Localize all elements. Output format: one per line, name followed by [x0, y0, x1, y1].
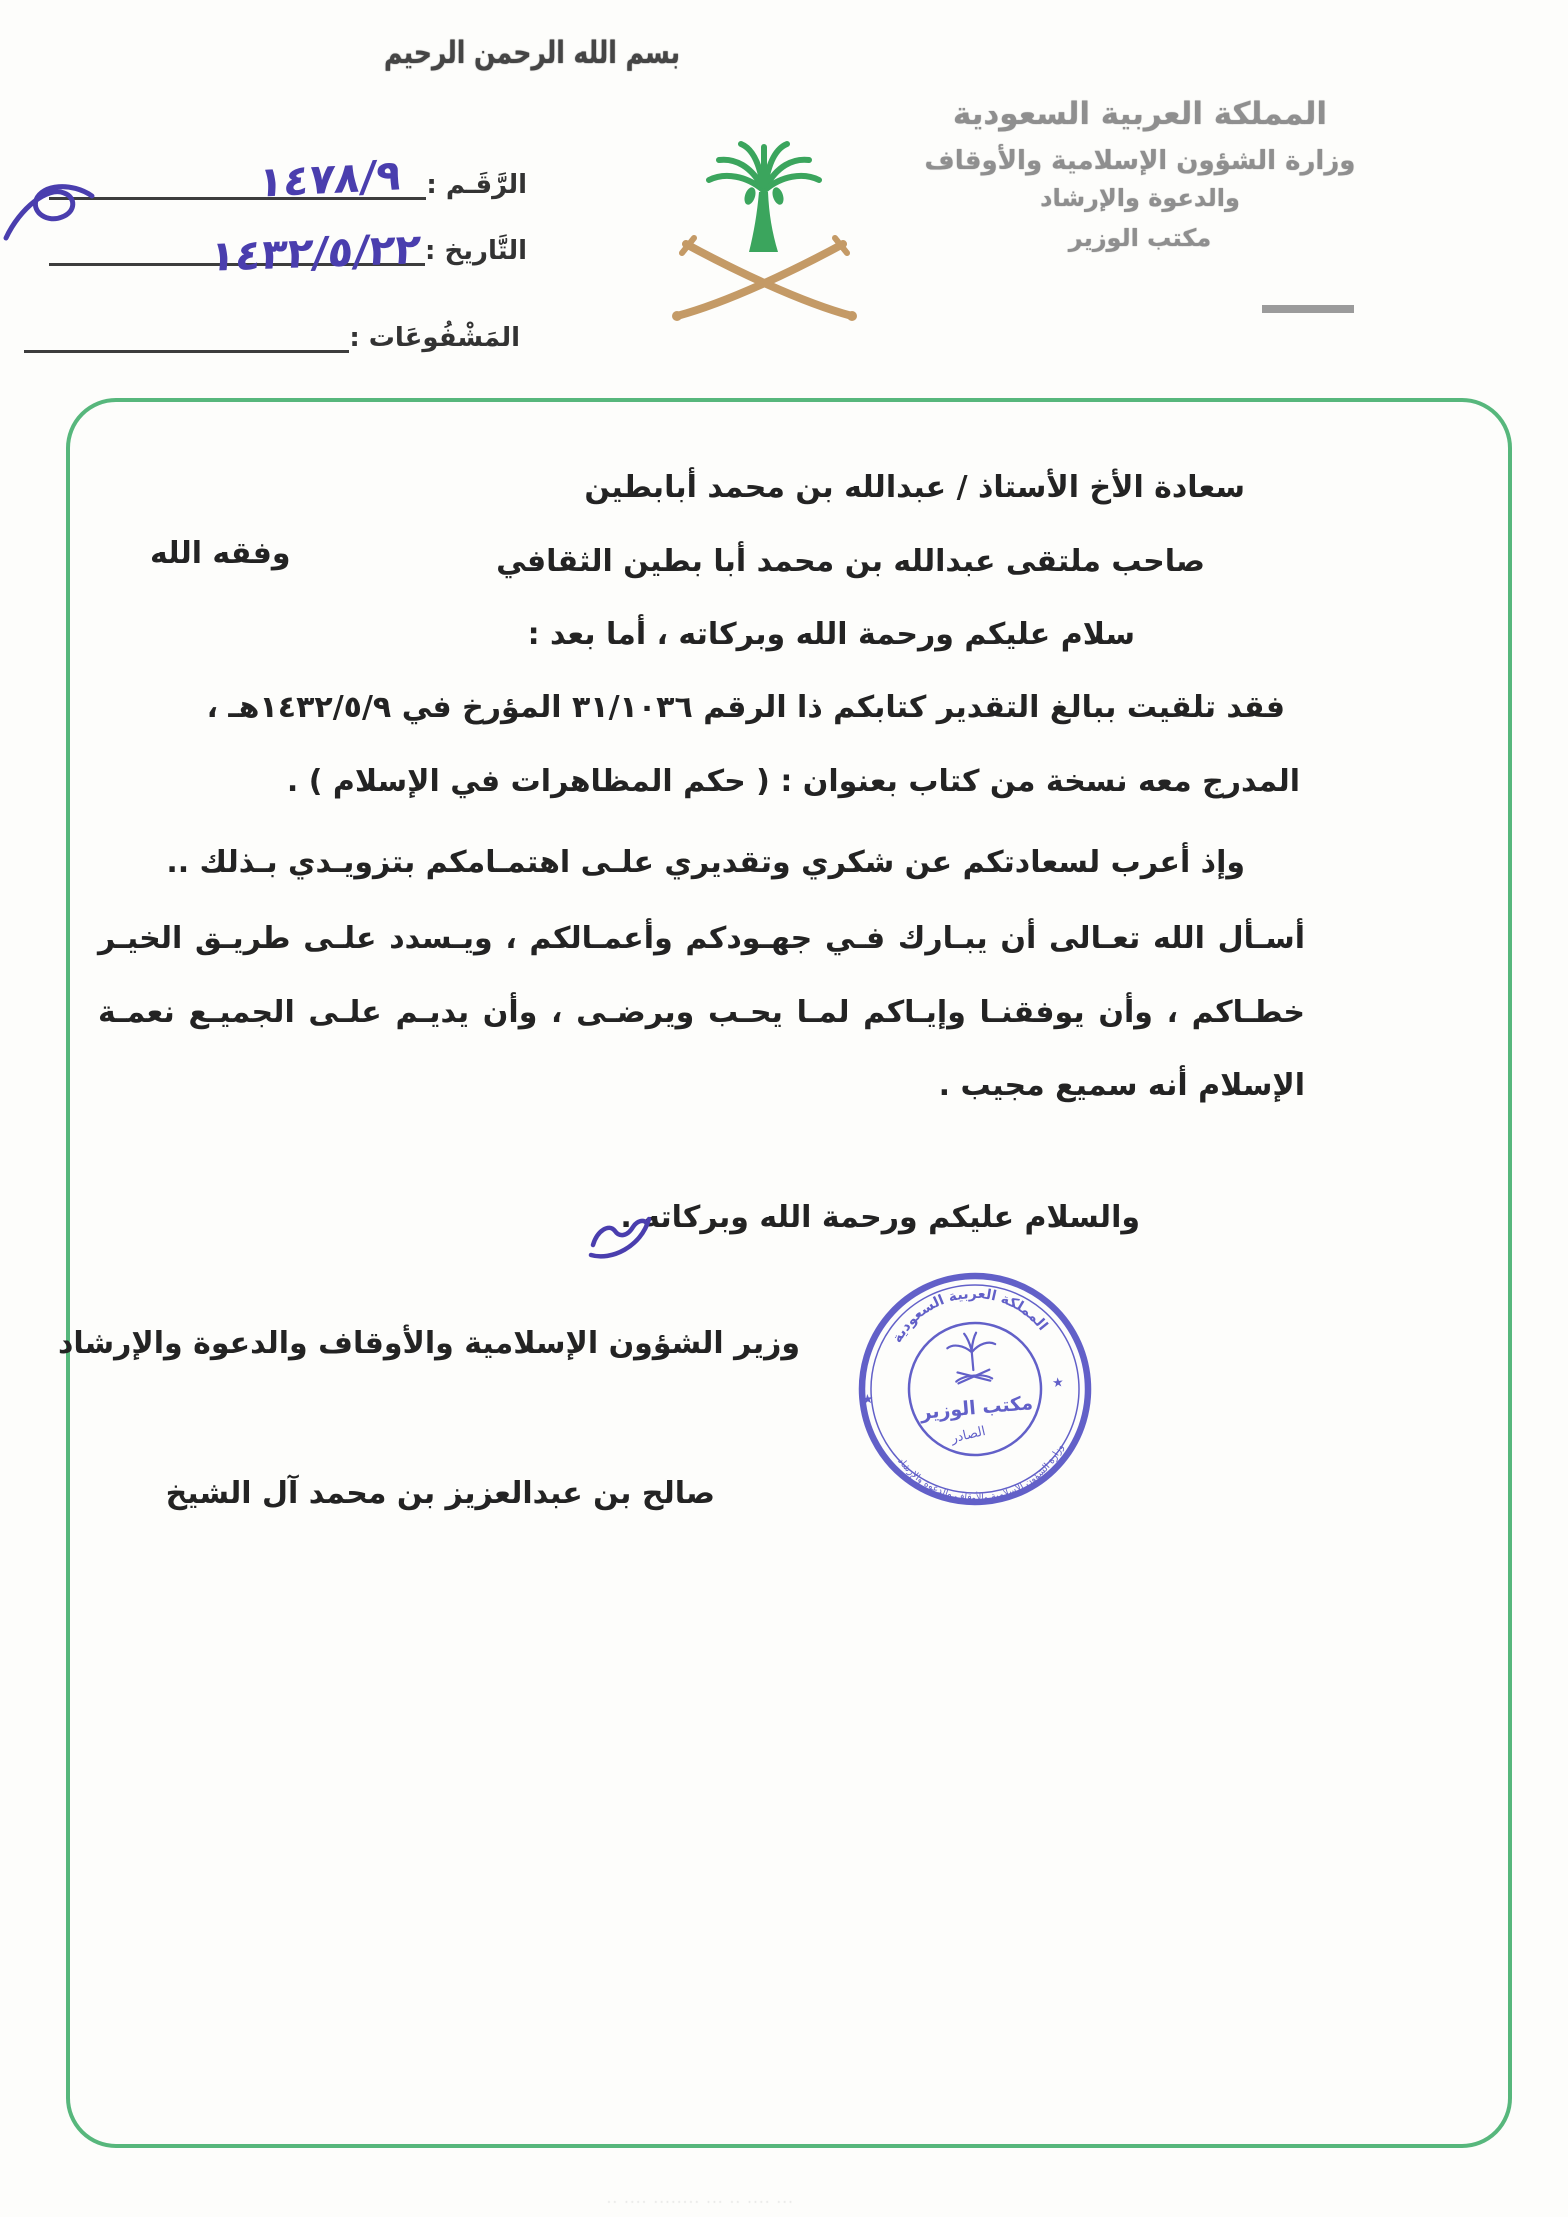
- attachments-line: [24, 313, 349, 353]
- field-row-number: [45, 150, 527, 207]
- field-row-attachments: [20, 313, 520, 353]
- letterhead-office: مكتب الوزير: [1068, 224, 1212, 252]
- stamp-ring-text-top: المملكة العربية السعودية: [889, 1286, 1051, 1346]
- body-para2-line4: الإسلام أنه سميع مجيب .: [938, 1068, 1305, 1103]
- letterhead-ministry-line2: والدعوة والإرشاد: [1040, 184, 1240, 212]
- signature-title: وزير الشؤون الإسلامية والأوقاف والدعوة والإرشاد: [57, 1326, 800, 1361]
- stamp-office-text: مكتب الوزير: [919, 1392, 1034, 1424]
- stamp-issued-text: الصادر: [949, 1424, 988, 1447]
- stamp-star-right: ★: [1051, 1375, 1065, 1392]
- addressee-line-2: صاحب ملتقى عبدالله بن محمد أبا بطين الثقافي: [496, 544, 1205, 579]
- letterhead-country: المملكة العربية السعودية: [952, 96, 1328, 132]
- letterhead-ministry-line1: وزارة الشؤون الإسلامية والأوقاف: [924, 146, 1356, 176]
- bismillah-calligraphy: بسم الله الرحمن الرحيم: [384, 34, 680, 71]
- date-line: [49, 224, 425, 281]
- letterhead-underline: [1262, 305, 1354, 313]
- letter-border: [57, 398, 1512, 2148]
- signature-name: صالح بن عبدالعزيز بن محمد آل الشيخ: [165, 1476, 715, 1511]
- field-row-date: [45, 224, 527, 281]
- date-handwritten-value: ١٤٣٢/٥/٢٢: [207, 224, 423, 281]
- body-para2-line2: أسـأل الله تعـالى أن يبـارك فـي جهـودكم وأعمـالكم ، ويـسدد علـى طريـق الخيـر: [98, 921, 1305, 956]
- body-para1-line2: المدرج معه نسخة من كتاب بعنوان : ( حكم المظاهرات في الإسلام ) .: [286, 764, 1300, 799]
- stamp-star-left: ★: [861, 1391, 875, 1408]
- official-stamp: [852, 1266, 1098, 1512]
- body-para2-line3: خطـاكم ، وأن يوفقنـا وإيـاكم لمـا يحـب ويرضـى ، وأن يديـم علـى الجميـع نعمـة: [98, 995, 1305, 1030]
- salutation-line: سلام عليكم ورحمة الله وبركاته ، أما بعد :: [527, 617, 1135, 652]
- attachments-label: المَشْفُوعَات :: [349, 323, 520, 353]
- stamp-ring-text-bottom: وزارة الشؤون الإسلامية والأوقاف والدعوة والإرشاد: [895, 1442, 1067, 1504]
- closing-line: والسلام عليكم ورحمة الله وبركاته .: [620, 1200, 1140, 1235]
- letterhead-block: [860, 96, 1420, 252]
- reviewer-initial-mark: [0, 178, 105, 253]
- saudi-emblem: [645, 132, 885, 330]
- addressee-side-note: وفقه الله: [150, 536, 291, 571]
- number-line: [49, 150, 426, 207]
- number-label: الرَّقَـم :: [426, 170, 527, 200]
- number-handwritten-value: ١٤٧٨/٩: [255, 150, 404, 207]
- date-label: التَّاريخ :: [425, 236, 527, 266]
- footer-smudge: ·· ···· ········ ··· ·· ···· ···: [607, 2198, 795, 2208]
- palm-tree-icon: [709, 144, 819, 252]
- minister-initial-mark: [583, 1203, 663, 1271]
- stamp-emblem-icon: [946, 1331, 998, 1384]
- body-para1-line1: فقد تلقيت ببالغ التقدير كتابكم ذا الرقم ٣١/١٠٣٦ المؤرخ في ١٤٣٢/٥/٩هـ ،: [206, 690, 1285, 725]
- addressee-line-1: سعادة الأخ الأستاذ / عبدالله بن محمد أبابطين: [584, 470, 1245, 505]
- body-para2-line1: وإذ أعرب لسعادتكم عن شكري وتقديري علـى اهتمـامكم بتزويـدي بـذلك ..: [166, 845, 1245, 880]
